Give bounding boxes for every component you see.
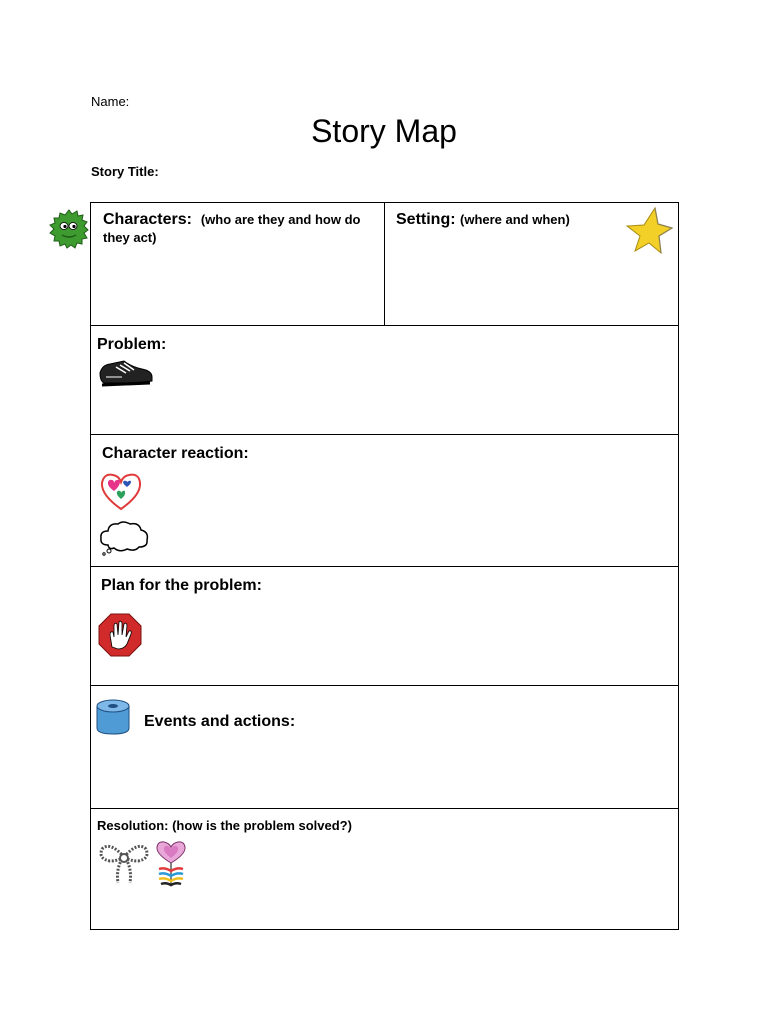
thought-cloud-icon bbox=[98, 519, 150, 557]
row-problem[interactable] bbox=[91, 326, 678, 435]
heart-lollipop-icon bbox=[153, 839, 189, 887]
row-plan[interactable] bbox=[91, 567, 678, 686]
problem-heading: Problem: bbox=[97, 336, 167, 353]
name-label: Name: bbox=[91, 94, 130, 109]
row-resolution[interactable] bbox=[91, 809, 678, 929]
plan-heading: Plan for the problem: bbox=[101, 577, 262, 594]
hearts-icon bbox=[99, 471, 143, 511]
blue-roll-icon bbox=[95, 698, 131, 736]
characters-note: (who are they and how do they act) bbox=[103, 212, 361, 245]
sneaker-icon bbox=[98, 359, 154, 389]
setting-box[interactable] bbox=[385, 203, 678, 325]
events-heading: Events and actions: bbox=[144, 713, 296, 730]
star-icon bbox=[625, 206, 673, 256]
characters-box[interactable] bbox=[91, 203, 385, 325]
characters-heading: Characters: bbox=[103, 211, 192, 228]
row-character-reaction[interactable] bbox=[91, 435, 678, 567]
story-map-grid bbox=[90, 202, 679, 930]
setting-heading: Setting: bbox=[396, 211, 456, 228]
page-title: Story Map bbox=[311, 113, 457, 149]
rope-bow-icon bbox=[98, 839, 150, 885]
green-monster-icon bbox=[48, 208, 90, 250]
row-events[interactable] bbox=[91, 686, 678, 809]
setting-note: (where and when) bbox=[460, 212, 570, 227]
story-title-label: Story Title: bbox=[91, 164, 159, 179]
row-characters-setting bbox=[91, 203, 678, 326]
stop-hand-icon bbox=[98, 613, 142, 657]
resolution-heading: Resolution: (how is the problem solved?) bbox=[97, 818, 352, 833]
character-reaction-heading: Character reaction: bbox=[102, 445, 249, 462]
